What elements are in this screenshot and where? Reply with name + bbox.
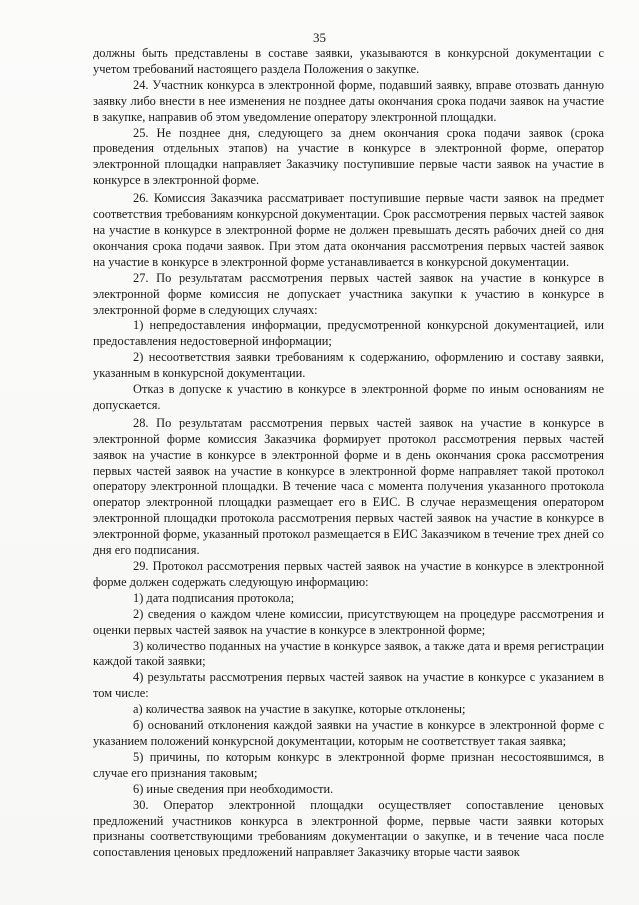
paragraph-28: 28. По результатам рассмотрения первых частей заявок на участие в конкурсе в электронной форме комиссия Заказчика формирует протокол рассмотрения первых частей заявок на участие в конкурсе в электронной форме и в день окончания срока рассмотрения первых частей заявок на участие в конкурсе в электронной форме направляет такой протокол оператору электронной площадки. В течение часа с момента получения указанного протокола оператор электронной площадки размещает его в ЕИС. В случае неразмещения оператором электронной площадки протокола рассмотрения первых частей заявок на участие в конкурсе в электронной форме, указанный протокол размещается в ЕИС Заказчиком в течение трех дней со дня его подписания. <box>93 415 604 558</box>
document-body <box>93 46 604 861</box>
paragraph-29-item-1: 1) дата подписания протокола; <box>133 590 295 605</box>
paragraph-24: 24. Участник конкурса в электронной форме, подавший заявку, вправе отозвать данную заявку либо внести в нее изменения не позднее даты окончания срока подачи заявок на участие в закупке, направив об этом уведомление оператору электронной площадки. <box>93 77 604 124</box>
paragraph-27: 27. По результатам рассмотрения первых частей заявок на участие в конкурсе в электронной форме комиссия не допускает участника закупки к участию в конкурсе в электронной форме в следующих случаях: <box>93 270 604 317</box>
paragraph-26: 26. Комиссия Заказчика рассматривает поступившие первые части заявок на предмет соответствия требованиям конкурсной документации. Срок рассмотрения первых частей заявок на участие в конкурсе в электронной форме не должен превышать десять рабочих дней со дня окончания срока подачи заявок. При этом дата окончания рассмотрения первых частей заявок на участие в конкурсе в электронной форме устанавливается в конкурсной документации. <box>93 191 604 269</box>
paragraph-27-note: Отказ в допуске к участию в конкурсе в электронной форме по иным основаниям не допускается. <box>93 382 604 412</box>
paragraph-29-item-5: 5) причины, по которым конкурс в электронной форме признан несостоявшимся, в случае его признания таковым; <box>93 749 604 780</box>
paragraph-continuation: должны быть представлены в составе заявки, указываются в конкурсной документации с учетом требований настоящего раздела Положения о закупке. <box>93 46 604 76</box>
paragraph-29-item-6: 6) иные сведения при необходимости. <box>133 781 334 796</box>
paragraph-30: 30. Оператор электронной площадки осуществляет сопоставление ценовых предложений участников конкурса в электронной форме, первые части заявки которых признаны соответствующими требованиям документации о закупке, и в течение часа после сопоставления ценовых предложений направляет Заказчику вторые части заявок <box>93 797 604 860</box>
paragraph-29-item-4b: б) оснований отклонения каждой заявки на участие в конкурсе в электронной форме с указанием положений конкурсной документации, которым не соответствует такая заявка; <box>93 718 604 748</box>
paragraph-29-item-3: 3) количество поданных на участие в конкурсе заявок, а также дата и время регистрации каждой такой заявки; <box>93 638 604 669</box>
paragraph-29: 29. Протокол рассмотрения первых частей заявок на участие в конкурсе в электронной форме должен содержать следующую информацию: <box>93 559 604 589</box>
paragraph-25: 25. Не позднее дня, следующего за днем окончания срока подачи заявок (срока проведения отдельных этапов) на участие в конкурсе в электронной форме, оператор электронной площадки направляет Заказчику поступившие первые части заявок на участие в конкурсе в электронной форме. <box>93 125 604 188</box>
paragraph-27-item-2: 2) несоответствия заявки требованиям к содержанию, оформлению и составу заявки, указанным в конкурсной документации. <box>93 350 604 381</box>
paragraph-27-item-1: 1) непредоставления информации, предусмотренной конкурсной документацией, или предоставления недостоверной информации; <box>93 318 604 349</box>
page-number: 35 <box>313 30 326 45</box>
paragraph-29-item-2: 2) сведения о каждом члене комиссии, присутствующем на процедуре рассмотрения и оценки первых частей заявок на участие в конкурсе в электронной форме; <box>93 606 604 637</box>
paragraph-29-item-4a: а) количества заявок на участие в закупке, которые отклонены; <box>133 702 466 717</box>
paragraph-29-item-4: 4) результаты рассмотрения первых частей заявок на участие в конкурсе с указанием в том числе: <box>93 670 604 701</box>
